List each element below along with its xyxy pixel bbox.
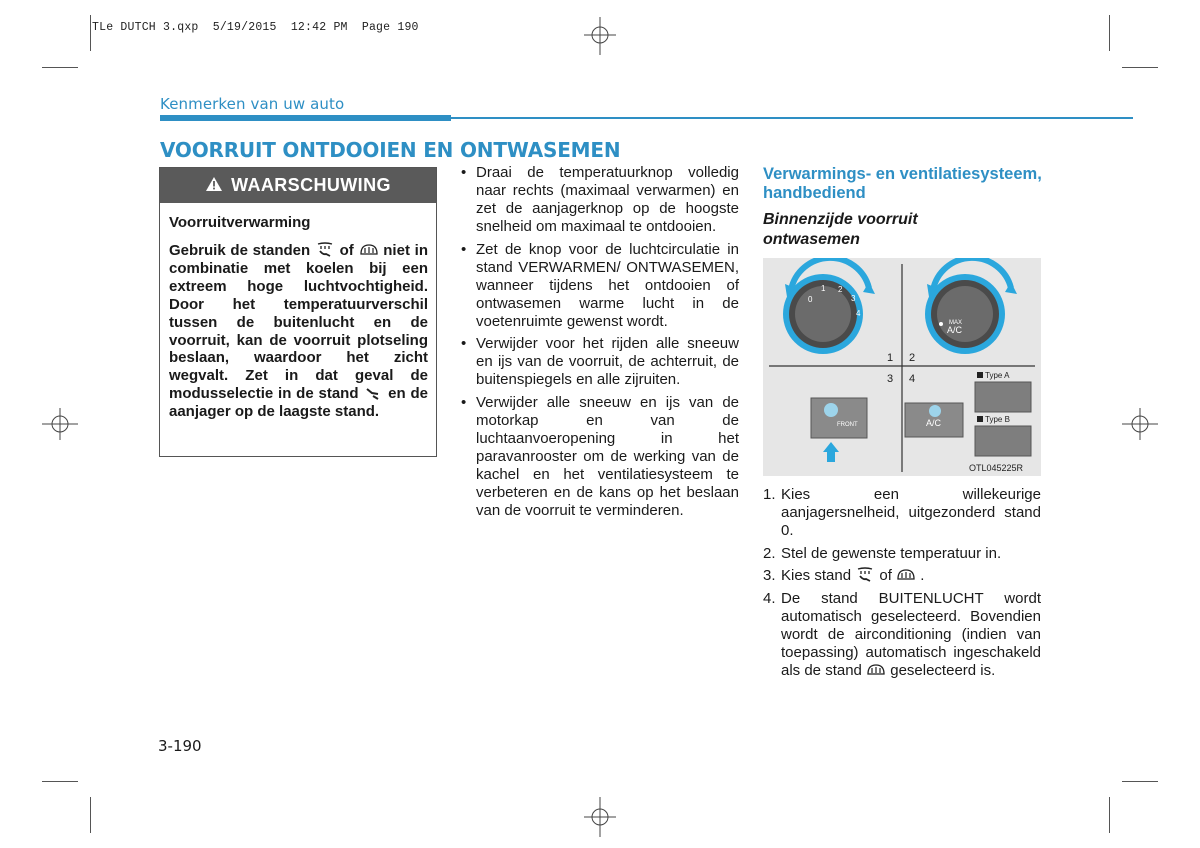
defrost-floor-icon <box>315 242 335 258</box>
svg-text:1: 1 <box>821 284 826 293</box>
svg-text:OTL045225R: OTL045225R <box>969 463 1024 473</box>
fan-speed-knob <box>783 258 875 354</box>
header-rule-thick <box>160 115 451 121</box>
svg-text:4: 4 <box>909 373 916 385</box>
list-item: 3. Kies stand of . <box>763 567 925 584</box>
warning-text: Gebruik de standen of niet in combinatie met koelen bij een extreem hoge luchtvochtigheid. Door het temperatuurverschil tussen de buitenlucht en de voorruit, kan de voorruit plotseling beslaan, waardoor het zicht wegvalt. Zet in dat geval de modusselectie in de stand en de aanjager op de laagste stand. <box>169 242 429 421</box>
registration-mark-top <box>580 17 620 57</box>
page-title: VOORRUIT ONTDOOIEN EN ONTWASEMEN <box>160 138 621 162</box>
svg-text:Type A: Type A <box>985 371 1010 380</box>
svg-text:1: 1 <box>887 352 894 364</box>
front-defrost-icon <box>866 662 886 678</box>
svg-text:Type B: Type B <box>985 415 1010 424</box>
warning-heading: WAARSCHUWING <box>231 175 391 195</box>
svg-text:3: 3 <box>887 373 894 385</box>
warning-triangle-icon <box>205 176 223 192</box>
warning-subheading: Voorruitverwarming <box>169 214 311 231</box>
climate-control-illustration <box>763 258 1041 476</box>
front-defrost-icon <box>896 567 916 583</box>
list-item: 2. Stel de gewenste temperatuur in. <box>763 544 1002 562</box>
list-item: • Zet de knop voor de luchtcirculatie in stand VERWARMEN/ ONTWASEMEN, wanneer tijdens het ontdooien of ontwasemen warme lucht in de voetenruimte gewenst wordt. <box>461 240 739 330</box>
floor-mode-icon <box>363 385 383 401</box>
registration-mark-left <box>40 404 80 444</box>
list-item: 1. Kies een willekeurige aanjagersnelheid, uitgezonderd stand 0. <box>763 486 1041 539</box>
svg-text:4: 4 <box>856 309 861 318</box>
front-defrost-icon <box>359 242 379 258</box>
list-item: 4. De stand BUITENLUCHT wordt automatisch geselecteerd. Bovendien wordt de airconditioning (indien van toepassing) automatisch ingeschakeld als de stand geselecteerd is. <box>763 589 1041 679</box>
registration-mark-right <box>1120 404 1160 444</box>
defrost-floor-icon <box>855 567 875 583</box>
climate-control-figure <box>763 258 1041 476</box>
right-heading: Verwarmings- en ventilatiesysteem, handbediend <box>763 165 1042 202</box>
section-title: Kenmerken van uw auto <box>160 95 345 113</box>
svg-text:3: 3 <box>851 294 856 303</box>
print-header: TLe DUTCH 3.qxp 5/19/2015 12:42 PM Page 190 <box>92 21 419 34</box>
page-number: 3-190 <box>158 737 202 755</box>
warning-header <box>160 168 436 203</box>
svg-text:FRONT: FRONT <box>837 422 858 428</box>
list-item: • Verwijder voor het rijden alle sneeuw en ijs van de voorruit, de achterruit, de buitenspiegels en alle zijruiten. <box>461 335 739 388</box>
svg-text:A/C: A/C <box>947 325 963 335</box>
svg-text:0: 0 <box>808 295 813 304</box>
front-defrost-button <box>811 398 867 438</box>
procedure-steps <box>763 486 1041 684</box>
svg-text:MAX: MAX <box>949 320 963 326</box>
svg-text:2: 2 <box>838 285 843 294</box>
header-rule-thin <box>451 117 1133 119</box>
instruction-bullets <box>458 164 739 524</box>
list-item: • Verwijder alle sneeuw en ijs van de motorkap en van de luchtaanvoeropening in het paravanrooster om de werking van de kachel en het ventilatiesysteem te verbeteren en de kans op het beslaan van de voorruit te verminderen. <box>461 393 739 519</box>
registration-mark-bottom <box>580 797 620 837</box>
list-item: • Draai de temperatuurknop volledig naar rechts (maximaal verwarmen) en zet de aanjagerknop op de hoogste snelheid om maximaal te ontdooien. <box>461 164 739 235</box>
svg-text:2: 2 <box>909 352 916 364</box>
warning-box <box>159 167 437 457</box>
right-subheading: Binnenzijde voorruit ontwasemen <box>763 211 918 248</box>
svg-text:A/C: A/C <box>926 418 942 428</box>
temperature-knob <box>925 258 1017 354</box>
